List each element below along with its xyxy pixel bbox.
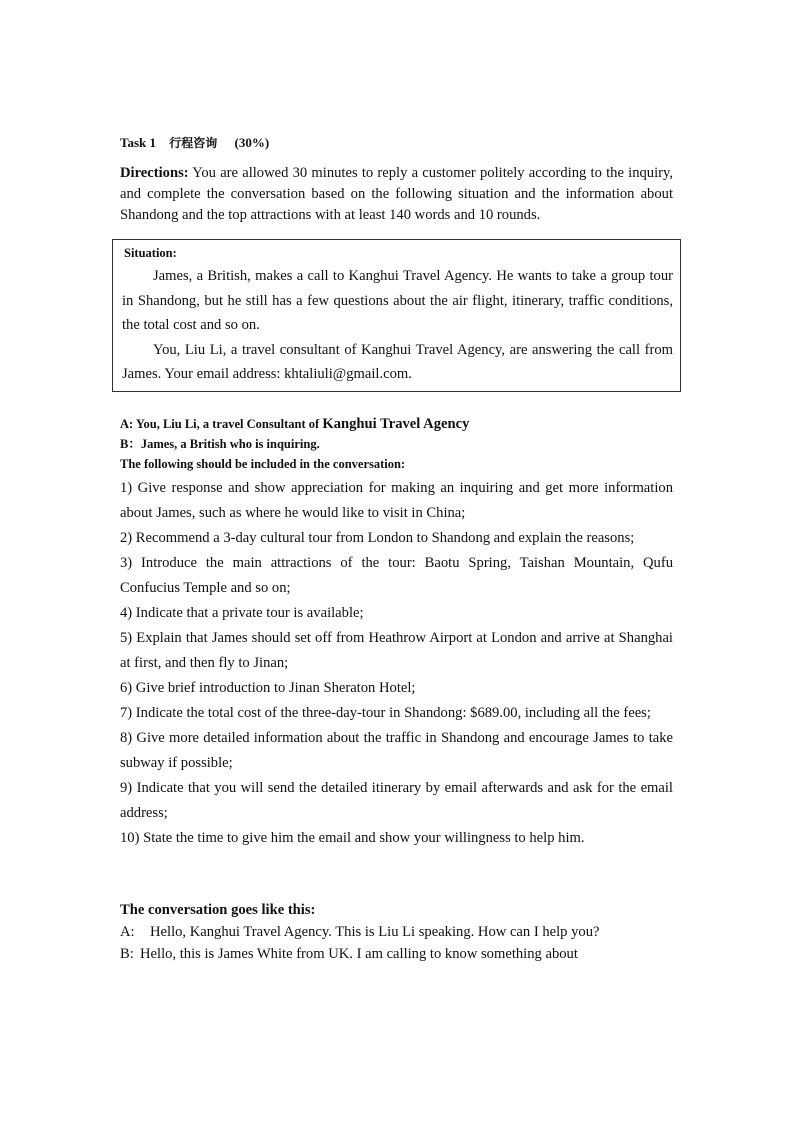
list-item: 3) Introduce the main attractions of the tour: Baotu Spring, Taishan Mountain, Qufu Confucius Temple and so on; xyxy=(120,554,673,596)
task-heading xyxy=(120,133,673,153)
role-a xyxy=(120,414,673,434)
list-item: 8) Give more detailed information about the traffic in Shandong and encourage James to take subway if possible; xyxy=(120,729,673,771)
line-text: Hello, this is James White from UK. I am calling to know something about xyxy=(140,945,578,962)
situation-heading: Situation: xyxy=(124,246,177,260)
requirements-list xyxy=(120,476,673,851)
list-item: 7) Indicate the total cost of the three-day-tour in Shandong: $689.00, including all the fees; xyxy=(120,704,651,721)
list-item: 6) Give brief introduction to Jinan Sheraton Hotel; xyxy=(120,679,416,696)
list-item: 5) Explain that James should set off from Heathrow Airport at London and arrive at Shanghai at first, and then fly to Jinan; xyxy=(120,629,673,671)
speaker-label: B: xyxy=(120,945,134,962)
task-label: Task 1 xyxy=(120,135,157,150)
speaker-label: A: xyxy=(120,923,135,940)
directions-paragraph xyxy=(120,163,673,226)
conversation-heading: The conversation goes like this: xyxy=(120,901,316,918)
document-page xyxy=(120,133,673,965)
list-item: 9) Indicate that you will send the detailed itinerary by email afterwards and ask for the email address; xyxy=(120,779,673,821)
directions-label: Directions: xyxy=(120,165,189,181)
conversation-line xyxy=(120,943,673,965)
role-a-agency: Kanghui Travel Agency xyxy=(322,415,470,432)
situation-paragraph-2: You, Liu Li, a travel consultant of Kanghui Travel Agency, are answering the call from James. Your email address: khtaliuli@gmail.com. xyxy=(122,341,673,382)
conversation-section xyxy=(120,899,673,965)
situation-box xyxy=(112,239,681,392)
list-item: 1) Give response and show appreciation for making an inquiring and get more information about James, such as where he would like to visit in China; xyxy=(120,479,673,521)
situation-paragraph-1: James, a British, makes a call to Kanghui Travel Agency. He wants to take a group tour in Shandong, but he still has a few questions about the air flight, itinerary, traffic conditions, the total cost and so on. xyxy=(122,268,673,333)
task-weight: (30%) xyxy=(234,135,270,150)
roles-section xyxy=(120,414,673,474)
line-text: Hello, Kanghui Travel Agency. This is Liu Li speaking. How can I help you? xyxy=(150,923,600,940)
included-heading: The following should be included in the conversation: xyxy=(120,456,406,471)
conversation-line xyxy=(120,921,673,943)
role-b: B：James, a British who is inquiring. xyxy=(120,436,320,451)
list-item: 4) Indicate that a private tour is available; xyxy=(120,604,364,621)
list-item: 2) Recommend a 3-day cultural tour from London to Shandong and explain the reasons; xyxy=(120,529,635,546)
role-a-prefix: A: You, Liu Li, a travel Consultant of xyxy=(120,416,323,431)
directions-text: You are allowed 30 minutes to reply a customer politely according to the inquiry, and complete the conversation based on the following situation and the information about Shandong and the top attractions with at least 140 words and 10 rounds. xyxy=(120,165,673,223)
task-title: 行程咨询 xyxy=(169,136,218,150)
list-item: 10) State the time to give him the email and show your willingness to help him. xyxy=(120,829,585,846)
